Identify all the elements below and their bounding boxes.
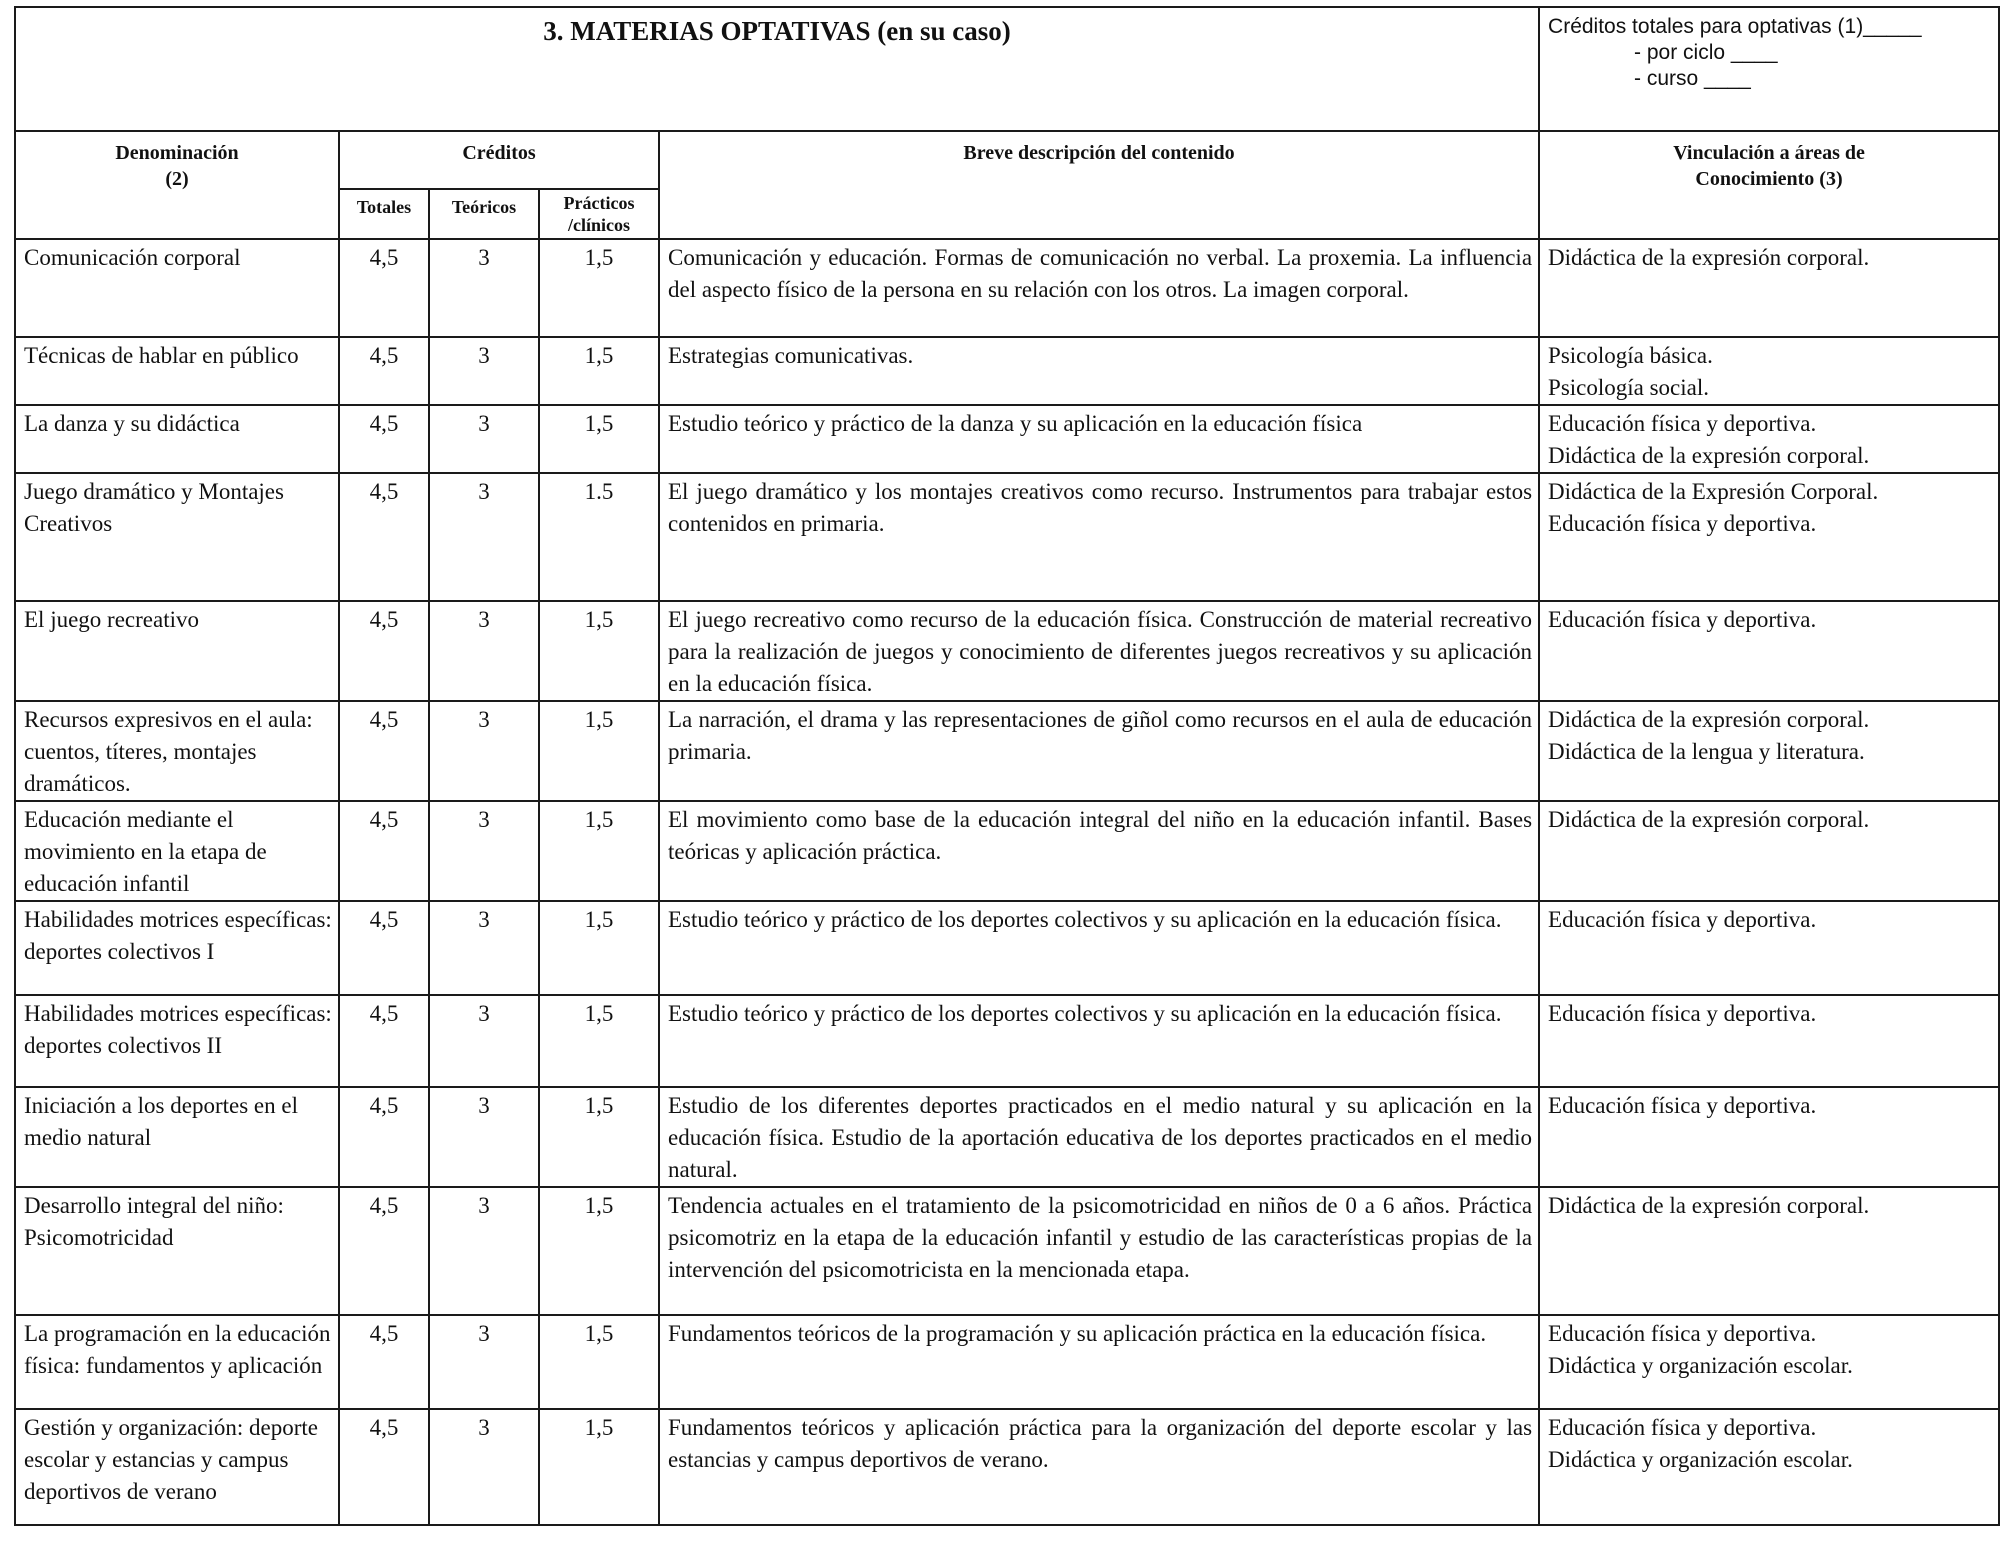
header-descripcion: Breve descripción del contenido [659, 131, 1539, 239]
knowledge-area: Didáctica de la expresión corporal. [1548, 245, 1870, 270]
credits-practicos: 1,5 [539, 1087, 659, 1187]
credits-teoricos: 3 [429, 405, 539, 473]
header-teoricos: Teóricos [429, 189, 539, 239]
credits-totales: 4,5 [339, 239, 429, 337]
subject-name: Desarrollo integral del niño: Psicomotricidad [15, 1187, 339, 1315]
title-row [15, 7, 1999, 131]
table-row [15, 701, 1999, 801]
knowledge-area: Didáctica de la expresión corporal. [1548, 707, 1870, 732]
credits-totals-box [1539, 7, 1999, 131]
table-row [15, 901, 1999, 995]
optativas-table [14, 6, 2000, 1526]
table-row [15, 239, 1999, 337]
credits-totales: 4,5 [339, 337, 429, 405]
credits-teoricos: 3 [429, 901, 539, 995]
table-row [15, 601, 1999, 701]
credits-teoricos: 3 [429, 995, 539, 1087]
credits-totales: 4,5 [339, 405, 429, 473]
knowledge-area: Didáctica y organización escolar. [1548, 1353, 1853, 1378]
credits-practicos: 1,5 [539, 995, 659, 1087]
content-description: El juego recreativo como recurso de la educación física. Construcción de material recreativo para la realización de juegos y conocimiento de diferentes juegos recreativos y su aplicación en la educación física. [659, 601, 1539, 701]
knowledge-areas [1539, 995, 1999, 1087]
knowledge-areas [1539, 1087, 1999, 1187]
content-description: Tendencia actuales en el tratamiento de la psicomotricidad en niños de 0 a 6 años. Práctica psicomotriz en la etapa de la educación infantil y estudio de las características propias de la intervención del psicomotricista en la mencionada etapa. [659, 1187, 1539, 1315]
credits-teoricos: 3 [429, 1315, 539, 1409]
credits-practicos: 1,5 [539, 901, 659, 995]
knowledge-area: Didáctica de la expresión corporal. [1548, 1193, 1870, 1218]
header-practicos: Prácticos /clínicos [539, 189, 659, 239]
header-row-1 [15, 131, 1999, 189]
credits-totales: 4,5 [339, 701, 429, 801]
por-ciclo-line: - por ciclo ____ [1634, 41, 1778, 64]
credits-totales: 4,5 [339, 473, 429, 601]
credits-practicos: 1,5 [539, 1409, 659, 1525]
credits-totales: 4,5 [339, 801, 429, 901]
subject-name: Iniciación a los deportes en el medio natural [15, 1087, 339, 1187]
header-denominacion: Denominación (2) [15, 131, 339, 239]
knowledge-areas [1539, 405, 1999, 473]
subject-name: Educación mediante el movimiento en la etapa de educación infantil [15, 801, 339, 901]
knowledge-area: Didáctica de la lengua y literatura. [1548, 739, 1865, 764]
credits-teoricos: 3 [429, 239, 539, 337]
knowledge-area: Didáctica de la Expresión Corporal. [1548, 479, 1879, 504]
credits-practicos: 1,5 [539, 239, 659, 337]
credits-teoricos: 3 [429, 1087, 539, 1187]
table-row [15, 1409, 1999, 1525]
subject-name: Juego dramático y Montajes Creativos [15, 473, 339, 601]
section-title: 3. MATERIAS OPTATIVAS (en su caso) [15, 7, 1539, 131]
table-row [15, 801, 1999, 901]
credits-teoricos: 3 [429, 337, 539, 405]
credits-totales: 4,5 [339, 1087, 429, 1187]
subject-name: La danza y su didáctica [15, 405, 339, 473]
header-vinculacion: Vinculación a áreas de Conocimiento (3) [1539, 131, 1999, 239]
credits-totales: 4,5 [339, 1315, 429, 1409]
table-row [15, 405, 1999, 473]
header-totales: Totales [339, 189, 429, 239]
knowledge-areas [1539, 1315, 1999, 1409]
credits-practicos: 1,5 [539, 405, 659, 473]
content-description: La narración, el drama y las representaciones de giñol como recursos en el aula de educación primaria. [659, 701, 1539, 801]
credits-teoricos: 3 [429, 1409, 539, 1525]
knowledge-area: Didáctica de la expresión corporal. [1548, 807, 1870, 832]
subject-name: Habilidades motrices específicas: deportes colectivos II [15, 995, 339, 1087]
header-creditos: Créditos [339, 131, 659, 189]
knowledge-areas [1539, 901, 1999, 995]
table-row [15, 473, 1999, 601]
content-description: El movimiento como base de la educación integral del niño en la educación infantil. Bases teóricas y aplicación práctica. [659, 801, 1539, 901]
knowledge-area: Educación física y deportiva. [1548, 1093, 1817, 1118]
knowledge-areas [1539, 801, 1999, 901]
content-description: Estudio teórico y práctico de la danza y su aplicación en la educación física [659, 405, 1539, 473]
knowledge-areas [1539, 701, 1999, 801]
credits-totales: 4,5 [339, 901, 429, 995]
knowledge-areas [1539, 473, 1999, 601]
subject-name: Habilidades motrices específicas: deportes colectivos I [15, 901, 339, 995]
knowledge-areas [1539, 1409, 1999, 1525]
credits-practicos: 1,5 [539, 337, 659, 405]
knowledge-area: Psicología básica. [1548, 343, 1713, 368]
knowledge-areas [1539, 1187, 1999, 1315]
knowledge-area: Educación física y deportiva. [1548, 607, 1817, 632]
credits-teoricos: 3 [429, 1187, 539, 1315]
content-description: Comunicación y educación. Formas de comunicación no verbal. La proxemia. La influencia del aspecto físico de la persona en su relación con los otros. La imagen corporal. [659, 239, 1539, 337]
credits-practicos: 1,5 [539, 801, 659, 901]
subject-name: El juego recreativo [15, 601, 339, 701]
content-description: Estudio teórico y práctico de los deportes colectivos y su aplicación en la educación física. [659, 901, 1539, 995]
knowledge-area: Educación física y deportiva. [1548, 511, 1817, 536]
credits-practicos: 1,5 [539, 701, 659, 801]
credits-practicos: 1,5 [539, 1315, 659, 1409]
content-description: Estudio teórico y práctico de los deportes colectivos y su aplicación en la educación física. [659, 995, 1539, 1087]
knowledge-area: Educación física y deportiva. [1548, 1001, 1817, 1026]
subject-name: Técnicas de hablar en público [15, 337, 339, 405]
content-description: Fundamentos teóricos y aplicación práctica para la organización del deporte escolar y las estancias y campus deportivos de verano. [659, 1409, 1539, 1525]
subject-name: Recursos expresivos en el aula: cuentos, títeres, montajes dramáticos. [15, 701, 339, 801]
subject-name: Gestión y organización: deporte escolar y estancias y campus deportivos de verano [15, 1409, 339, 1525]
knowledge-area: Educación física y deportiva. [1548, 411, 1817, 436]
credits-teoricos: 3 [429, 473, 539, 601]
credits-practicos: 1.5 [539, 473, 659, 601]
credits-totales: 4,5 [339, 1409, 429, 1525]
credits-totales: 4,5 [339, 1187, 429, 1315]
knowledge-area: Didáctica y organización escolar. [1548, 1447, 1853, 1472]
knowledge-areas [1539, 601, 1999, 701]
credits-teoricos: 3 [429, 801, 539, 901]
subject-name: Comunicación corporal [15, 239, 339, 337]
knowledge-areas [1539, 337, 1999, 405]
content-description: Estrategias comunicativas. [659, 337, 1539, 405]
content-description: Estudio de los diferentes deportes practicados en el medio natural y su aplicación en la educación física. Estudio de la aportación educativa de los deportes practicados en el medio natural. [659, 1087, 1539, 1187]
credits-totales: 4,5 [339, 995, 429, 1087]
totals-line: Créditos totales para optativas (1)_____ [1548, 15, 1922, 38]
credits-teoricos: 3 [429, 601, 539, 701]
content-description: Fundamentos teóricos de la programación y su aplicación práctica en la educación física. [659, 1315, 1539, 1409]
credits-teoricos: 3 [429, 701, 539, 801]
document-page [14, 6, 1998, 1526]
credits-totales: 4,5 [339, 601, 429, 701]
knowledge-areas [1539, 239, 1999, 337]
subject-name: La programación en la educación física: fundamentos y aplicación [15, 1315, 339, 1409]
content-description: El juego dramático y los montajes creativos como recurso. Instrumentos para trabajar estos contenidos en primaria. [659, 473, 1539, 601]
credits-practicos: 1,5 [539, 601, 659, 701]
knowledge-area: Educación física y deportiva. [1548, 1321, 1817, 1346]
table-row [15, 1187, 1999, 1315]
curso-line: - curso ____ [1634, 67, 1751, 90]
table-row [15, 1315, 1999, 1409]
knowledge-area: Educación física y deportiva. [1548, 907, 1817, 932]
knowledge-area: Didáctica de la expresión corporal. [1548, 443, 1870, 468]
table-row [15, 337, 1999, 405]
table-row [15, 995, 1999, 1087]
knowledge-area: Educación física y deportiva. [1548, 1415, 1817, 1440]
knowledge-area: Psicología social. [1548, 375, 1710, 400]
credits-practicos: 1,5 [539, 1187, 659, 1315]
table-row [15, 1087, 1999, 1187]
